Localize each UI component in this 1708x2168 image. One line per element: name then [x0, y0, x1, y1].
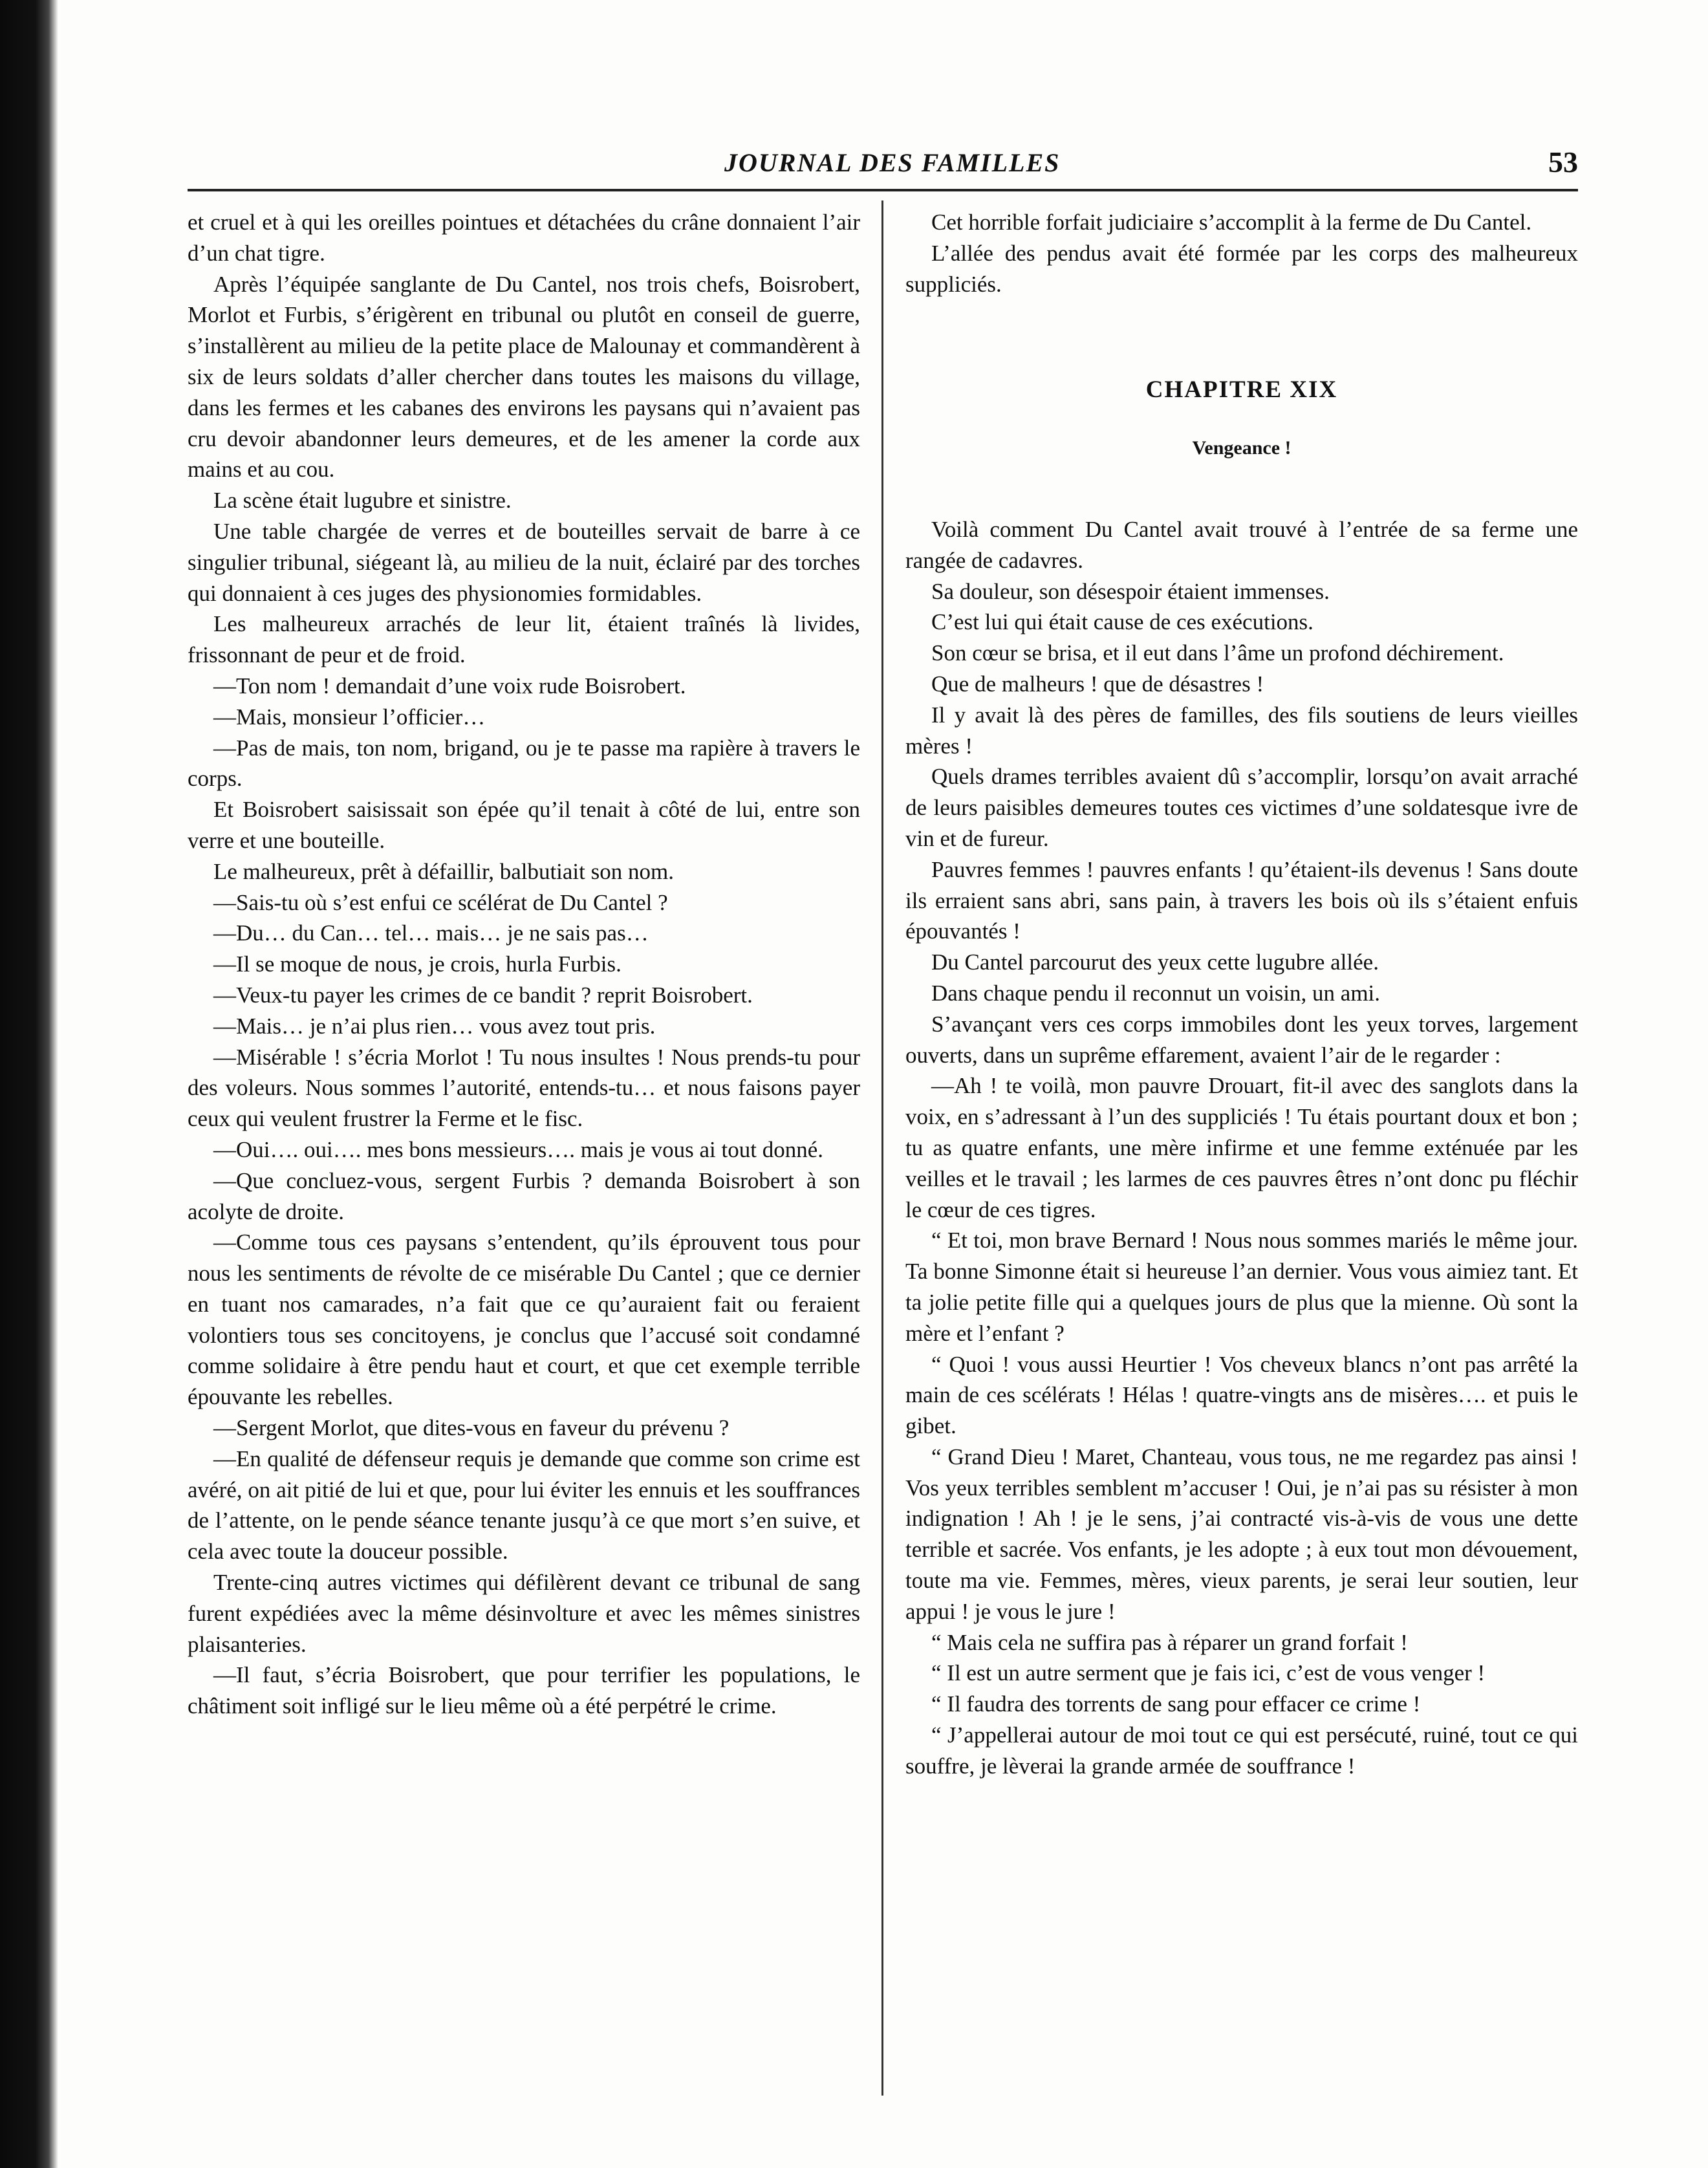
paragraph: —Mais, monsieur l’officier… — [213, 704, 486, 730]
paragraph: —Il faut, s’écria Boisrobert, que pour terrifier les populations, le châtiment soit infligé sur le lieu même où a été perpétré le crime. — [188, 1662, 860, 1719]
page-number: 53 — [1548, 146, 1578, 179]
paragraph: —Il se moque de nous, je crois, hurla Furbis. — [213, 951, 622, 977]
left-column — [188, 207, 860, 1722]
paragraph: L’allée des pendus avait été formée par les corps des malheureux suppliciés. — [905, 240, 1578, 297]
paragraph: —Mais… je n’ai plus rien… vous avez tout pris. — [213, 1013, 656, 1039]
paragraph: “ Et toi, mon brave Bernard ! Nous nous sommes mariés le même jour. Ta bonne Simonne était si heureuse l’an dernier. Vous vous aimiez tant. Et ta jolie petite fille qui a quelques jours de plus que la mienne. Où sont la mère et l’enfant ? — [905, 1228, 1578, 1346]
chapter-title: CHAPITRE XIX — [1145, 376, 1338, 404]
paragraph: —Misérable ! s’écria Morlot ! Tu nous insultes ! Nous prends-tu pour des voleurs. Nous sommes l’autorité, entends-tu… et nous faisons payer ceux qui veulent frustrer la Ferme et le fisc. — [188, 1044, 860, 1132]
chapter-subtitle: Vengeance ! — [1192, 437, 1292, 459]
paragraph: Trente-cinq autres victimes qui défilèrent devant ce tribunal de sang furent expédiées avec la même désinvolture et avec les mêmes sinistres plaisanteries. — [188, 1570, 860, 1657]
paragraph: Du Cantel parcourut des yeux cette lugubre allée. — [931, 949, 1379, 975]
paragraph: Que de malheurs ! que de désastres ! — [931, 671, 1264, 697]
header-rule — [188, 189, 1578, 191]
paragraph: Une table chargée de verres et de bouteilles servait de barre à ce singulier tribunal, siégeant là, au milieu de la nuit, éclairé par des torches qui donnaient à ces juges des physionomies formidables. — [188, 518, 860, 606]
paragraph: “ Grand Dieu ! Maret, Chanteau, vous tous, ne me regardez pas ainsi ! Vos yeux terribles semblent m’accuser ! Oui, je n’ai pas su résister à mon indignation ! Ah ! je le sens, j’ai contracté vis-à-vis de vous une dette terrible et sacrée. Vos enfants, je les adopte ; à eux tout mon dévouement, toute ma vie. Femmes, mères, vieux parents, je serai leur soutien, leur appui ! je vous le jure ! — [905, 1444, 1578, 1624]
paragraph: —Sais-tu où s’est enfui ce scélérat de Du Cantel ? — [213, 889, 668, 915]
paragraph: Quels drames terribles avaient dû s’accomplir, lorsqu’on avait arraché de leurs paisibles demeures toutes ces victimes d’une soldatesque ivre de vin et de fureur. — [905, 764, 1578, 851]
paragraph: —Ah ! te voilà, mon pauvre Drouart, fit-il avec des sanglots dans la voix, en s’adressant à l’un des suppliciés ! Tu étais pourtant doux et bon ; tu as quatre enfants, une mère infirme et une femme exténuée par les veilles et le travail ; les larmes de ces pauvres êtres n’ont donc pu fléchir le cœur de ces tigres. — [905, 1073, 1578, 1222]
paragraph: Son cœur se brisa, et il eut dans l’âme un profond déchirement. — [931, 640, 1504, 666]
paragraph: —Comme tous ces paysans s’entendent, qu’ils éprouvent tous pour nous les sentiments de révolte de ce misérable Du Cantel ; que ce dernier en tuant nos camarades, n’a fait que ce qu’auraient fait ou feraient volontiers tous ses concitoyens, je conclus que l’accusé soit condamné comme solidaire à être pendu haut et court, et que cet exemple terrible épouvante les rebelles. — [188, 1230, 860, 1410]
paragraph: —Que concluez-vous, sergent Furbis ? demanda Boisrobert à son acolyte de droite. — [188, 1167, 860, 1224]
paragraph: Après l’équipée sanglante de Du Cantel, nos trois chefs, Boisrobert, Morlot et Furbis, s’érigèrent en tribunal ou plutôt en conseil de guerre, s’installèrent au milieu de la petite place de Malounay et commandèrent à six de leurs soldats d’aller chercher dans toutes les maisons du village, dans les fermes et les cabanes des environs les paysans qui n’avaient pas cru devoir abandonner leurs demeures, et de les amener la corde aux mains et au cou. — [188, 271, 860, 482]
paragraph: La scène était lugubre et sinistre. — [213, 488, 512, 514]
paragraph: —Oui…. oui…. mes bons messieurs…. mais je vous ai tout donné. — [213, 1136, 823, 1162]
paragraph: —Veux-tu payer les crimes de ce bandit ? reprit Boisrobert. — [213, 982, 753, 1008]
right-column — [905, 207, 1578, 1782]
paragraph: “ Il faudra des torrents de sang pour effacer ce crime ! — [931, 1691, 1421, 1717]
paragraph: —Sergent Morlot, que dites-vous en faveur du prévenu ? — [213, 1415, 730, 1441]
paragraph: “ J’appellerai autour de moi tout ce qui est persécuté, ruiné, tout ce qui souffre, je lèverai la grande armée de souffrance ! — [905, 1722, 1578, 1779]
paragraph: Il y avait là des pères de familles, des fils soutiens de leurs vieilles mères ! — [905, 702, 1578, 759]
journal-title: JOURNAL DES FAMILLES — [724, 148, 1061, 177]
paragraph: Sa douleur, son désespoir étaient immenses. — [931, 578, 1330, 604]
paragraph: Les malheureux arrachés de leur lit, étaient traînés là livides, frissonnant de peur et de froid. — [188, 611, 860, 668]
paragraph: “ Quoi ! vous aussi Heurtier ! Vos cheveux blancs n’ont pas arrêté la main de ces scélérats ! Hélas ! quatre-vingts ans de misères…. et puis le gibet. — [905, 1351, 1578, 1439]
paragraph: —Ton nom ! demandait d’une voix rude Boisrobert. — [213, 673, 686, 699]
paragraph: Voilà comment Du Cantel avait trouvé à l’entrée de sa ferme une rangée de cadavres. — [905, 516, 1578, 573]
paragraph: —Du… du Can… tel… mais… je ne sais pas… — [213, 920, 649, 946]
paragraph: S’avançant vers ces corps immobiles dont les yeux torves, largement ouverts, dans un suprême effarement, avaient l’air de le regarder : — [905, 1011, 1578, 1068]
paragraph: Dans chaque pendu il reconnut un voisin, un ami. — [931, 980, 1381, 1006]
paragraph: —Pas de mais, ton nom, brigand, ou je te passe ma rapière à travers le corps. — [188, 735, 860, 792]
column-divider — [881, 201, 883, 2096]
paragraph: —En qualité de défenseur requis je demande que comme son crime est avéré, on ait pitié de lui et que, pour lui éviter les ennuis et les souffrances de l’attente, on le pende séance tenante jusqu’à ce que mort s’en suive, et cela avec toute la douceur possible. — [188, 1446, 860, 1565]
paragraph: Le malheureux, prêt à défaillir, balbutiait son nom. — [213, 858, 674, 884]
running-header — [188, 147, 1578, 186]
paragraph: “ Mais cela ne suffira pas à réparer un grand forfait ! — [931, 1629, 1408, 1655]
paragraph: Pauvres femmes ! pauvres enfants ! qu’étaient-ils devenus ! Sans doute ils erraient sans abri, sans pain, à travers les bois où ils s’étaient enfuis épouvantés ! — [905, 856, 1578, 944]
paragraph: “ Il est un autre serment que je fais ici, c’est de vous venger ! — [931, 1660, 1486, 1686]
paragraph: et cruel et à qui les oreilles pointues et détachées du crâne donnaient l’air d’un chat tigre. — [188, 210, 860, 266]
dark-binding-edge — [0, 0, 58, 2168]
paragraph: Et Boisrobert saisissait son épée qu’il tenait à côté de lui, entre son verre et une bouteille. — [188, 797, 860, 853]
paragraph: Cet horrible forfait judiciaire s’accomplit à la ferme de Du Cantel. — [931, 210, 1532, 235]
paragraph: C’est lui qui était cause de ces exécutions. — [931, 609, 1313, 635]
